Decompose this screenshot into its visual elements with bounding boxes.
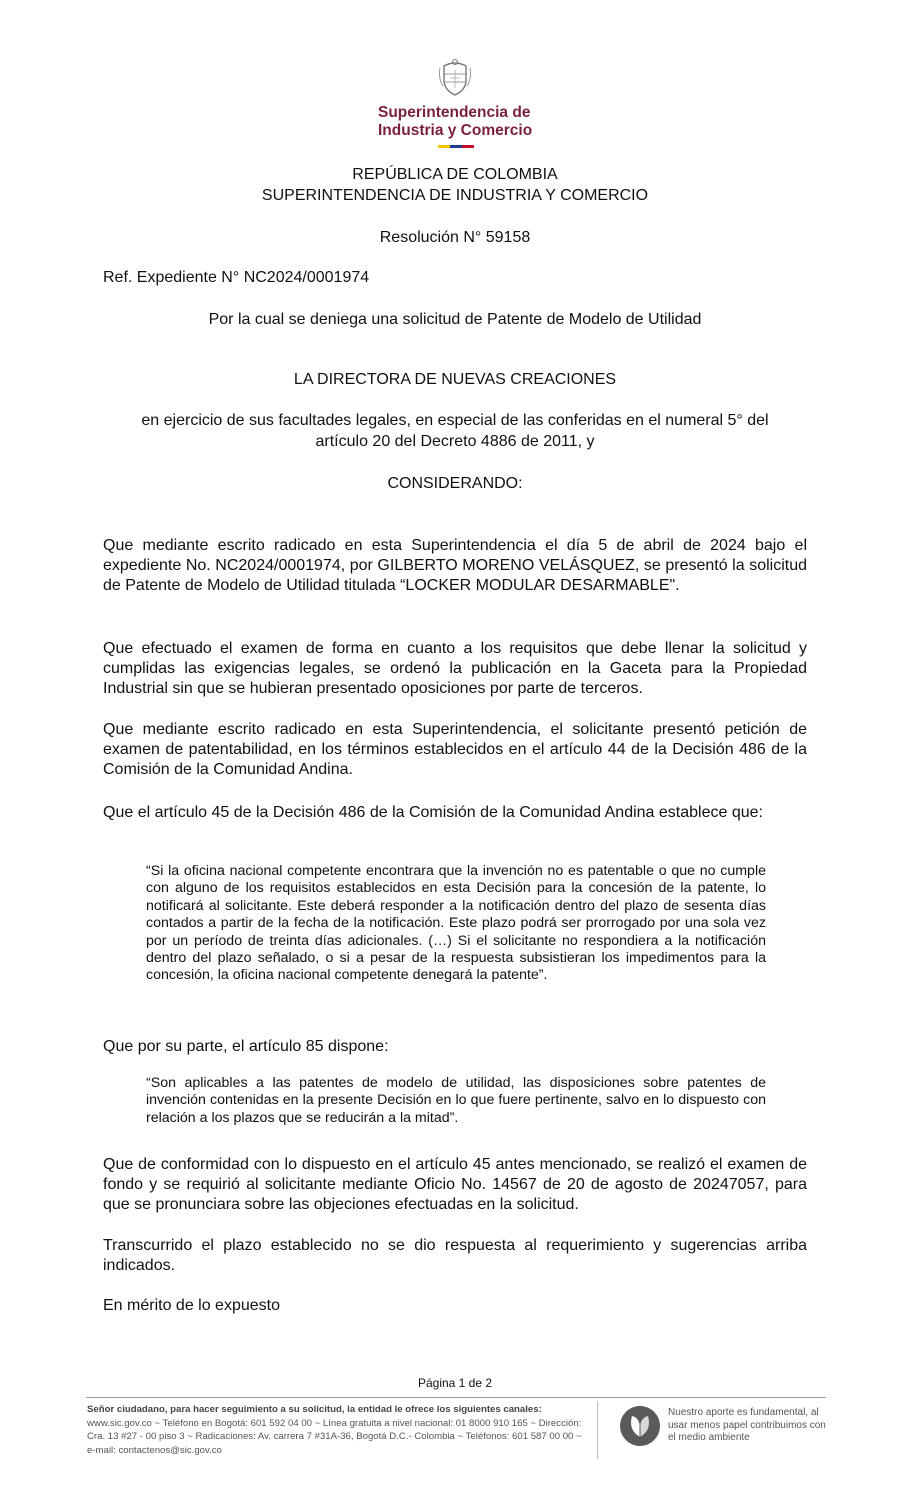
eco-message: Nuestro aporte es fundamental, al usar menos papel contribuimos con el medio ambiente xyxy=(668,1407,826,1443)
paragraph-3: Que mediante escrito radicado en esta Superintendencia, el solicitante presentó petición de examen de patentabilidad, en los términos establecidos en el artículo 44 de la Decisión 486 de la Comisión de la Comunidad Andina. xyxy=(103,721,807,778)
paragraph-2: Que efectuado el examen de forma en cuanto a los requisitos que debe llenar la solicitud y cumplidas las exigencias legales, se ordenó la publicación en la Gaceta para la Propiedad Industrial sin que se hubieran presentado oposiciones por parte de terceros. xyxy=(103,640,807,697)
header-logo xyxy=(0,58,910,98)
heading-superintendence: SUPERINTENDENCIA DE INDUSTRIA Y COMERCIO xyxy=(261,187,649,204)
powers-line1: en ejercicio de sus facultades legales, en especial de las conferidas en el numeral 5° del xyxy=(141,412,769,429)
org-name-line1: Superintendencia de xyxy=(378,104,531,121)
paragraph-4: Que el artículo 45 de la Decisión 486 de la Comisión de la Comunidad Andina establece que: xyxy=(103,804,763,821)
resolution-subject: Por la cual se deniega una solicitud de Patente de Modelo de Utilidad xyxy=(208,311,702,328)
footer-vertical-divider xyxy=(597,1401,598,1459)
flag-stripe xyxy=(438,145,474,148)
resolution-number: Resolución N° 59158 xyxy=(379,229,531,246)
paragraph-7: Transcurrido el plazo establecido no se dio respuesta al requerimiento y sugerencias arriba indicados. xyxy=(103,1237,807,1274)
org-logo-text xyxy=(378,104,532,140)
quote-article-45: “Si la oficina nacional competente encontrara que la invención no es patentable o que no cumple con alguno de los requisitos establecidos en esta Decisión para la concesión de la patente, lo notificará al solicitante. Este deberá responder a la notificación dentro del plazo de sesenta días contados a partir de la fecha de la notificación. Este plazo podrá ser prorrogado por una sola vez por un período de treinta días adicionales. (…) Si el solicitante no respondiera a la notificación dentro del plazo señalado, o si a pesar de la respuesta subsistieran los impedimentos para la concesión, la oficina nacional competente denegará la patente”. xyxy=(146,863,766,984)
considering-heading: CONSIDERANDO: xyxy=(387,475,523,492)
leaf-icon xyxy=(618,1404,662,1450)
footer-channels: www.sic.gov.co ~ Teléfono en Bogotá: 601 592 04 00 ~ Línea gratuita a nivel nacional: 01 8000 910 165 ~ Dirección: Cra. 13 #27 - 00 piso 3 ~ Radicaciones: Av. carrera 7 #31A-36, Bogotá D.C.- Colombia ~ Teléfonos: 601 587 00 00 ~ e-mail: contactenos@sic.gov.co xyxy=(87,1417,582,1456)
paragraph-8: En mérito de lo expuesto xyxy=(103,1297,280,1314)
footer-contact xyxy=(87,1403,582,1457)
paragraph-5: Que por su parte, el artículo 85 dispone: xyxy=(103,1038,389,1055)
org-name-line2: Industria y Comercio xyxy=(378,122,533,139)
heading-republic: REPÚBLICA DE COLOMBIA xyxy=(352,166,558,183)
paragraph-1: Que mediante escrito radicado en esta Superintendencia el día 5 de abril de 2024 bajo el expediente No. NC2024/0001974, por GILBERTO MORENO VELÁSQUEZ, se presentó la solicitud de Patente de Modelo de Utilidad titulada “LOCKER MODULAR DESARMABLE". xyxy=(103,537,807,594)
footer-divider xyxy=(86,1397,826,1398)
flag-red xyxy=(462,145,474,148)
page-number: Página 1 de 2 xyxy=(417,1376,493,1390)
file-reference: Ref. Expediente N° NC2024/0001974 xyxy=(103,269,370,286)
flag-yellow xyxy=(438,145,450,148)
paragraph-6: Que de conformidad con lo dispuesto en el artículo 45 antes mencionado, se realizó el examen de fondo y se requirió al solicitante mediante Oficio No. 14567 de 20 de agosto de 20247057, para que se pronunciara sobre las objeciones efectuadas en la solicitud. xyxy=(103,1156,807,1213)
powers-line2: artículo 20 del Decreto 4886 de 2011, y xyxy=(315,433,595,450)
footer-intro: Señor ciudadano, para hacer seguimiento a su solicitud, la entidad le ofrece los siguientes canales: xyxy=(87,1404,542,1415)
quote-article-85: “Son aplicables a las patentes de modelo de utilidad, las disposiciones sobre patentes de invención contenidas en la presente Decisión en lo que fuere pertinente, salvo en lo dispuesto con relación a los plazos que se reducirán a la mitad”. xyxy=(146,1075,766,1126)
authority-title: LA DIRECTORA DE NUEVAS CREACIONES xyxy=(293,371,617,388)
flag-blue xyxy=(450,145,462,148)
coat-of-arms-icon xyxy=(438,58,472,98)
